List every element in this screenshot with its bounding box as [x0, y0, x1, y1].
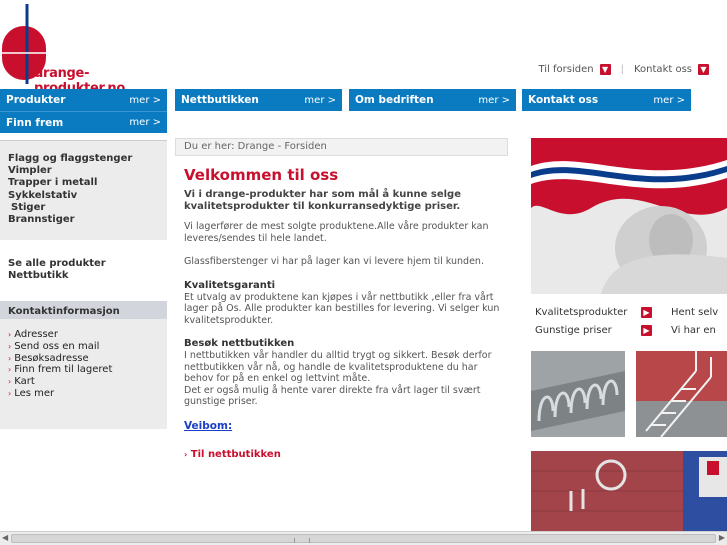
right-link-more[interactable]: Vi har en	[671, 325, 716, 336]
breadcrumb: Du er her: Drange - Forsiden	[175, 138, 508, 156]
right-link-prices[interactable]: Gunstige priser	[535, 325, 612, 336]
scroll-left-icon[interactable]: ◀	[2, 533, 9, 542]
flag-girl-image	[531, 138, 727, 294]
logo[interactable]	[0, 0, 170, 86]
sidebar-item-ladders[interactable]: Stiger	[11, 201, 46, 213]
paragraph: Et utvalg av produktene kan kjøpes i vår nettbutikk ,eller fra vårt lager på Os. Alle produkter kan bestilles for levering. Vi selger kun kvalitetsprodukter.	[184, 291, 500, 326]
home-link-label: Til forsiden	[538, 64, 594, 75]
nav-webshop[interactable]	[175, 89, 342, 111]
contact-item-more[interactable]: › Les mer	[8, 387, 55, 399]
contact-link-label: Kontakt oss	[634, 64, 692, 75]
nav-products[interactable]	[0, 89, 167, 111]
contact-item-addresses[interactable]: › Adresser	[8, 329, 58, 340]
sidebar	[0, 136, 167, 430]
contact-link[interactable]	[634, 64, 709, 75]
red-arrow-right-icon: ▶	[641, 325, 652, 336]
nav-more: mer >	[129, 94, 161, 106]
sidebar-item-fire-ladders[interactable]: Brannstiger	[8, 214, 75, 226]
main-content	[184, 166, 504, 432]
contact-item-map[interactable]: › Kart	[8, 376, 35, 388]
grip-icon	[294, 538, 310, 543]
nav-webshop-label: Nettbutikken	[181, 94, 259, 106]
horizontal-scrollbar[interactable]	[0, 531, 727, 545]
scrollbar-thumb[interactable]	[11, 534, 716, 543]
paragraph: Vi lagerfører de mest solgte produktene.Alle våre produkter kan leveres/sendes til hele landet.	[184, 221, 489, 244]
link-webshop[interactable]: Nettbutikk	[8, 270, 69, 281]
nav-more: mer >	[478, 94, 510, 106]
scroll-right-icon[interactable]: ▶	[718, 533, 725, 542]
bike-rack-photo	[531, 351, 625, 437]
wall-rack-photo	[531, 451, 727, 533]
nav-contact[interactable]	[522, 89, 691, 111]
red-chevron-icon: ›	[8, 388, 12, 398]
nav-more: mer >	[653, 94, 685, 106]
right-link-quality[interactable]: Kvalitetsprodukter	[535, 307, 628, 318]
right-link-pickup[interactable]: Hent selv	[671, 307, 719, 318]
contact-item-visit[interactable]: › Besøksadresse	[8, 352, 89, 364]
section-heading: Kvalitetsgaranti	[184, 279, 276, 291]
sidebar-item-bike-racks[interactable]: Sykkelstativ	[8, 189, 78, 201]
stairs-photo	[636, 351, 727, 437]
red-arrow-down-icon: ▼	[698, 64, 709, 75]
webshop-link[interactable]: › Til nettbutikken	[184, 449, 281, 460]
nav-find-label: Finn frem	[6, 116, 64, 129]
contact-item-warehouse[interactable]: › Finn frem til lageret	[8, 364, 113, 376]
link-all-products[interactable]: Se alle produkter	[8, 258, 106, 269]
contact-item-mail[interactable]: › Send oss en mail	[8, 340, 100, 352]
home-link[interactable]	[539, 64, 611, 75]
sidebar-links	[8, 258, 106, 282]
product-menu	[0, 140, 167, 240]
red-chevron-icon: ›	[8, 330, 12, 339]
red-chevron-icon: ›	[8, 353, 12, 363]
bike-rack-image	[531, 351, 625, 437]
section-heading: Besøk nettbutikken	[184, 338, 295, 349]
sidebar-item-pennants[interactable]: Vimpler	[8, 165, 52, 177]
red-chevron-icon: ›	[184, 450, 188, 459]
red-arrow-down-icon: ▼	[600, 64, 611, 75]
top-links	[539, 64, 710, 75]
paragraph: I nettbutikken vår handler du alltid trygt og sikkert. Besøk derfor nettbutikken vår nå, og handle de kvalitetsproduktene du har behov for på en enkel og lettvint måte.	[184, 350, 492, 384]
flag-photo	[531, 138, 727, 294]
stairs-image	[636, 351, 727, 437]
red-arrow-right-icon: ▶	[641, 307, 652, 318]
nav-products-label: Produkter	[6, 94, 66, 106]
nav-about-label: Om bedriften	[355, 94, 434, 106]
nav-more: mer >	[304, 94, 336, 106]
paragraph: Glassfiberstenger vi har på lager kan vi levere hjem til kunden.	[184, 256, 484, 267]
red-chevron-icon: ›	[8, 377, 12, 387]
logo-text: drange-	[34, 66, 90, 81]
veibom-link[interactable]: Veibom:	[184, 419, 233, 432]
contact-box	[0, 301, 167, 429]
paragraph: Det er også mulig å hente varer direkte fra vårt lager til svært gunstige priser.	[184, 384, 481, 407]
sidebar-item-flags[interactable]: Flagg og flaggstenger	[8, 153, 133, 164]
red-chevron-icon: ›	[8, 341, 12, 351]
nav-about[interactable]	[349, 89, 516, 111]
sidebar-item-stairs[interactable]: Trapper i metall	[8, 177, 98, 189]
wall-rack-image	[531, 451, 727, 533]
divider: |	[620, 64, 624, 75]
nav-contact-label: Kontakt oss	[528, 94, 599, 106]
nav-more: mer >	[129, 117, 161, 128]
contact-box-title: Kontaktinformasjon	[0, 301, 167, 319]
page-title: Velkommen til oss	[184, 166, 339, 184]
nav-find[interactable]	[0, 111, 167, 133]
right-links	[531, 304, 727, 338]
red-chevron-icon: ›	[8, 365, 12, 375]
intro-text: Vi i drange-produkter har som mål å kunne selge kvalitetsprodukter til konkurransedyktige priser.	[184, 189, 461, 212]
